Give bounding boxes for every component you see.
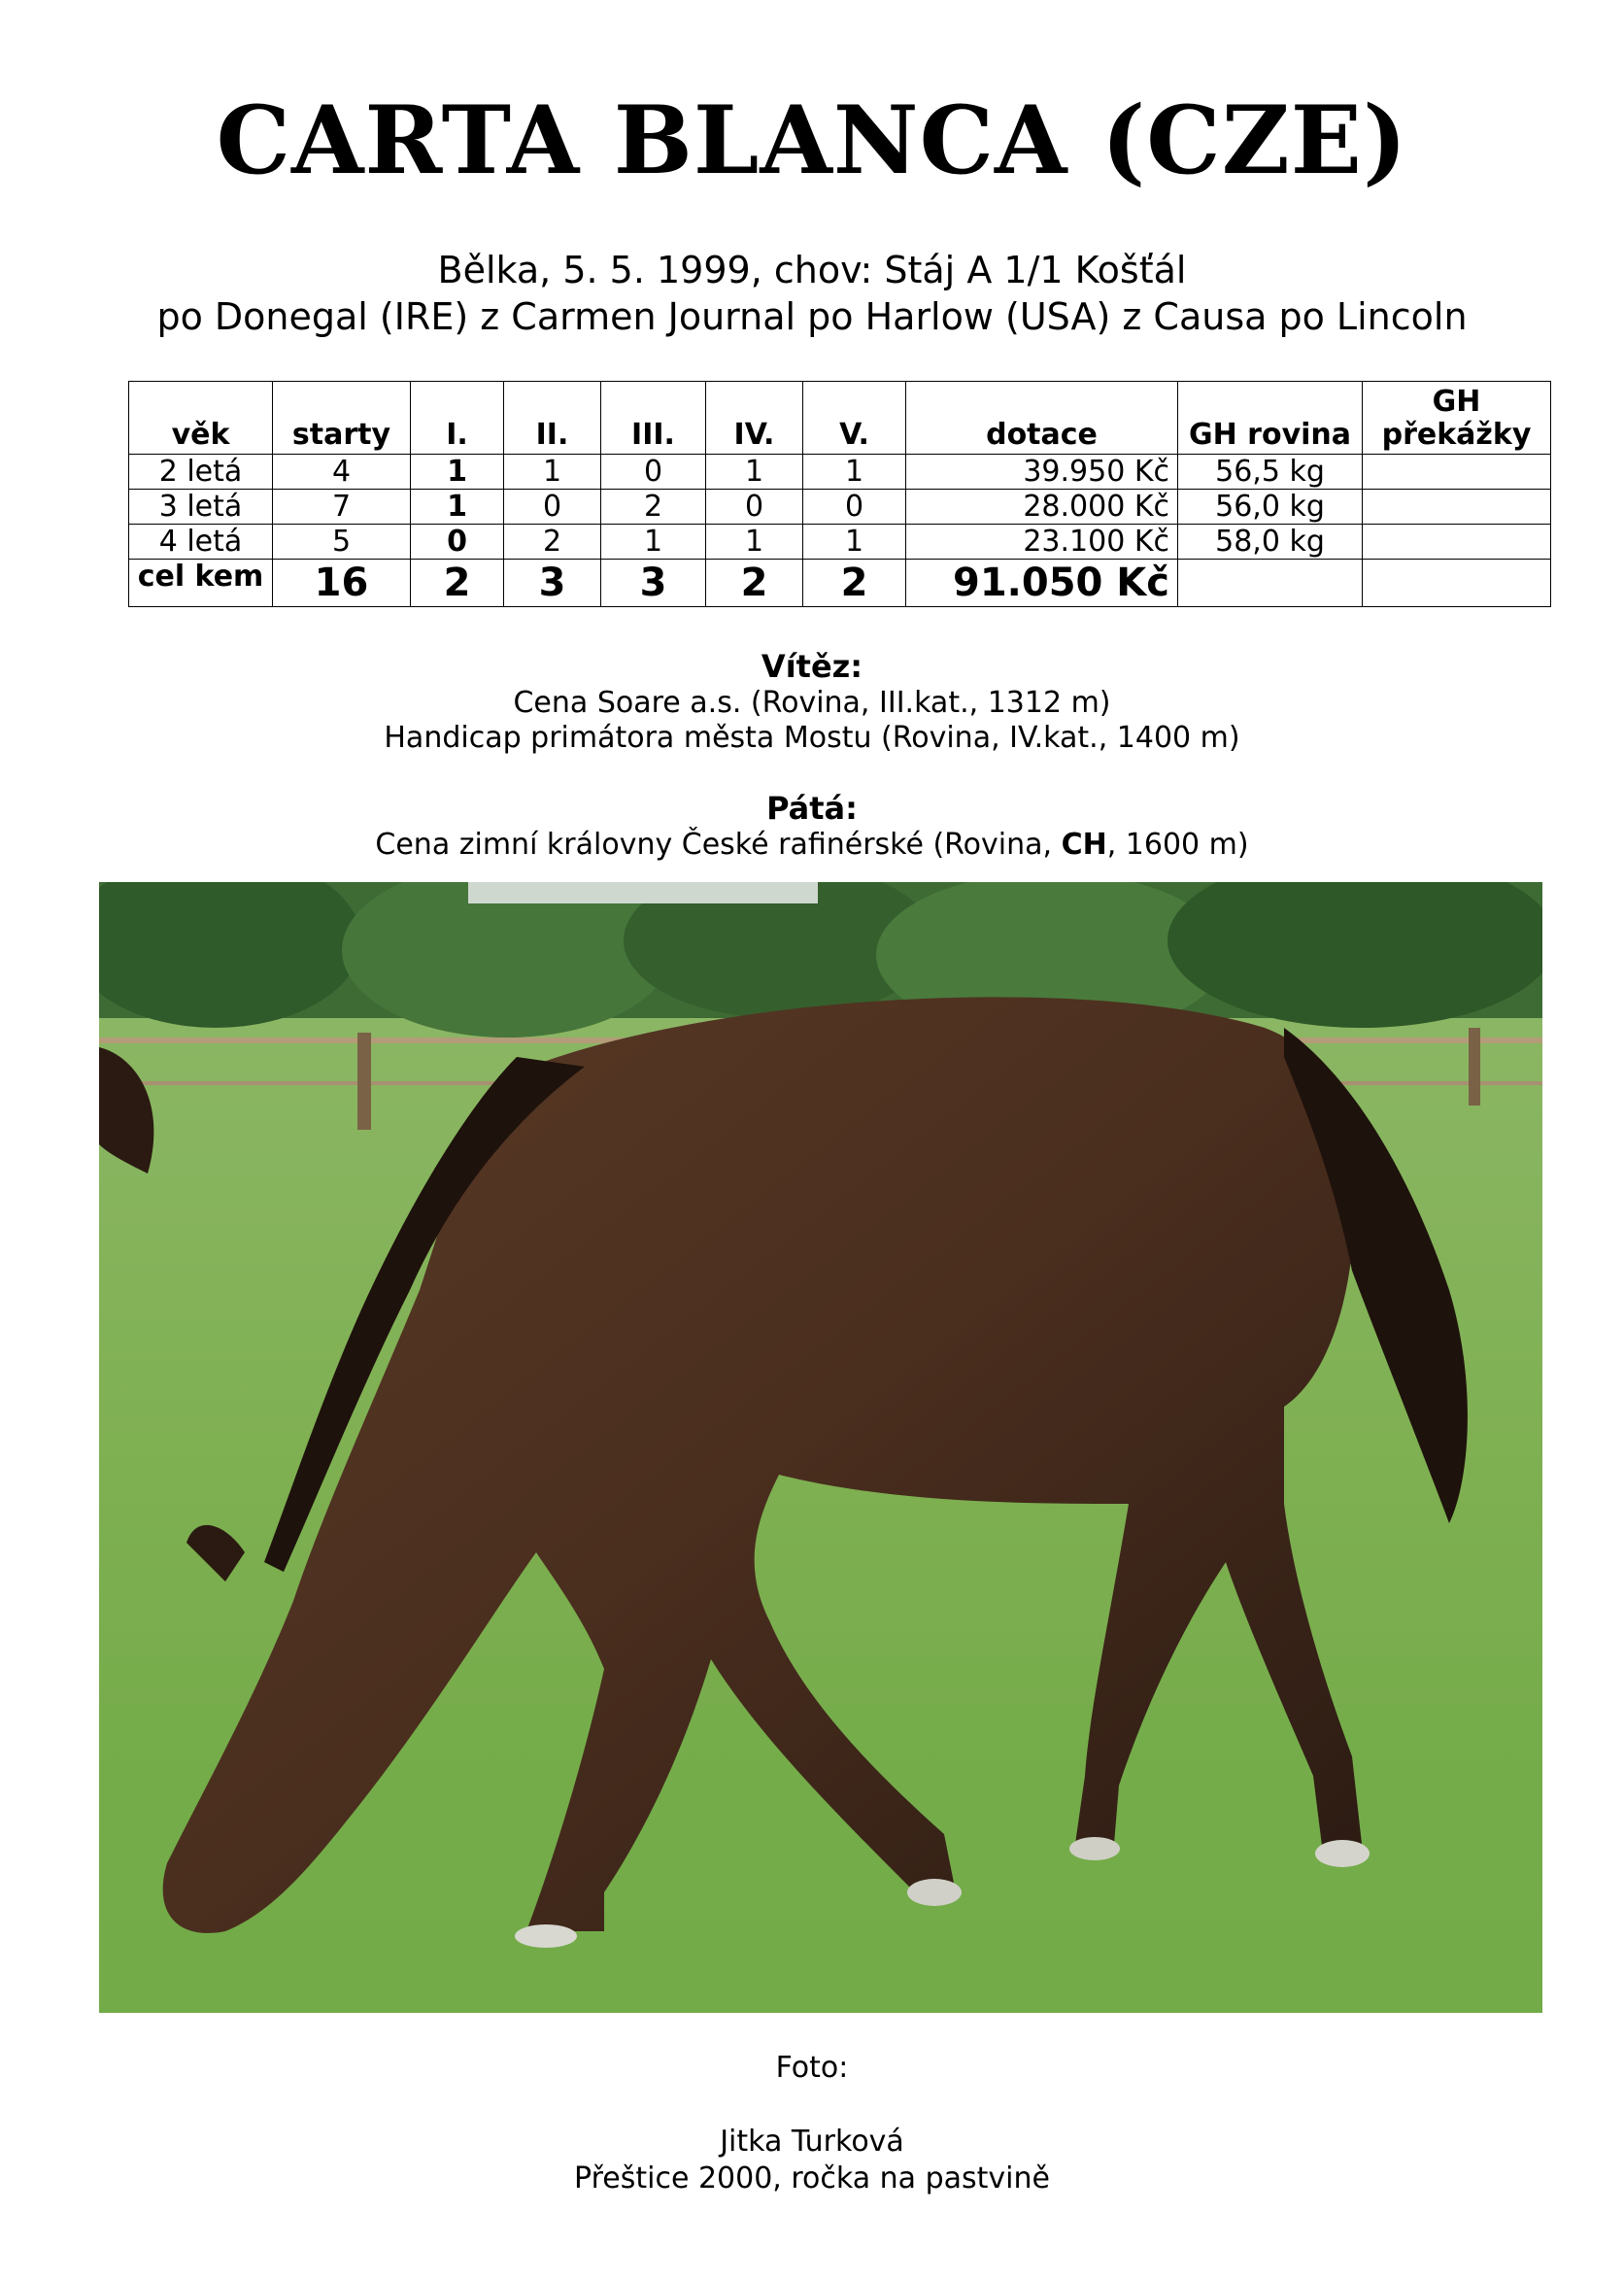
table-row xyxy=(129,455,1551,490)
table-cell: 56,0 kg xyxy=(1178,490,1363,525)
total-label: cel kem xyxy=(129,560,273,607)
table-cell: 39.950 Kč xyxy=(906,455,1178,490)
table-cell: 3 letá xyxy=(129,490,273,525)
table-cell: 2 letá xyxy=(129,455,273,490)
total-cell: 16 xyxy=(273,560,411,607)
header-cell: věk xyxy=(129,382,273,455)
pedigree-line: po Donegal (IRE) z Carmen Journal po Harlow (USA) z Causa po Lincoln xyxy=(156,295,1468,338)
photo-label: Foto: xyxy=(775,2051,849,2085)
winner-race-1: Cena Soare a.s. (Rovina, III.kat., 1312 m) xyxy=(513,686,1111,720)
table-cell xyxy=(1363,490,1551,525)
table-row xyxy=(129,525,1551,560)
header-cell: IV. xyxy=(706,382,803,455)
table-cell: 1 xyxy=(504,455,601,490)
table-cell: 0 xyxy=(504,490,601,525)
fifth-race xyxy=(0,828,1624,863)
table-cell: 7 xyxy=(273,490,411,525)
fifth-heading: Pátá: xyxy=(766,790,858,827)
table-cell xyxy=(1363,525,1551,560)
photographer-name: Jitka Turková xyxy=(720,2125,904,2159)
header-cell: II. xyxy=(504,382,601,455)
table-cell: 1 xyxy=(706,525,803,560)
horse-info-line: Bělka, 5. 5. 1999, chov: Stáj A 1/1 Košťál xyxy=(437,249,1187,291)
table-cell: 0 xyxy=(411,525,504,560)
table-total-row xyxy=(129,560,1551,607)
table-cell: 1 xyxy=(601,525,706,560)
fifth-race-text: Cena zimní královny České rafinérské (Rovina, xyxy=(375,828,1062,862)
fifth-race-category: CH xyxy=(1061,828,1107,862)
table-cell: 0 xyxy=(601,455,706,490)
table-cell: 1 xyxy=(411,490,504,525)
header-cell: III. xyxy=(601,382,706,455)
total-cell: 3 xyxy=(504,560,601,607)
table-cell: 1 xyxy=(706,455,803,490)
fifth-race-text-end: , 1600 m) xyxy=(1106,828,1249,862)
table-cell: 1 xyxy=(803,525,906,560)
photo-caption: Přeštice 2000, ročka na pastvině xyxy=(574,2161,1050,2195)
total-cell: 2 xyxy=(803,560,906,607)
table-cell: 58,0 kg xyxy=(1178,525,1363,560)
header-cell: dotace xyxy=(906,382,1178,455)
table-cell xyxy=(1363,455,1551,490)
table-cell: 1 xyxy=(411,455,504,490)
table-cell: 0 xyxy=(803,490,906,525)
horse-photo xyxy=(99,882,1542,2013)
total-cell: 3 xyxy=(601,560,706,607)
table-header-row xyxy=(129,382,1551,455)
total-cell xyxy=(1363,560,1551,607)
table-cell: 2 xyxy=(601,490,706,525)
total-cell: 91.050 Kč xyxy=(906,560,1178,607)
table-cell: 28.000 Kč xyxy=(906,490,1178,525)
race-stats-table xyxy=(128,381,1551,607)
winner-race-2: Handicap primátora města Mostu (Rovina, IV.kat., 1400 m) xyxy=(384,721,1240,755)
total-cell: 2 xyxy=(706,560,803,607)
table-cell: 0 xyxy=(706,490,803,525)
table-cell: 23.100 Kč xyxy=(906,525,1178,560)
total-cell xyxy=(1178,560,1363,607)
table-cell: 4 xyxy=(273,455,411,490)
table-cell: 1 xyxy=(803,455,906,490)
header-cell: GH rovina xyxy=(1178,382,1363,455)
table-cell: 5 xyxy=(273,525,411,560)
winner-heading: Vítěz: xyxy=(761,648,863,685)
header-cell: V. xyxy=(803,382,906,455)
header-cell: starty xyxy=(273,382,411,455)
table-cell: 4 letá xyxy=(129,525,273,560)
table-cell: 56,5 kg xyxy=(1178,455,1363,490)
table-cell: 2 xyxy=(504,525,601,560)
page-title: CARTA BLANCA (CZE) xyxy=(216,85,1408,195)
table-row xyxy=(129,490,1551,525)
total-cell: 2 xyxy=(411,560,504,607)
header-cell: I. xyxy=(411,382,504,455)
header-cell: GH překážky xyxy=(1363,382,1551,455)
